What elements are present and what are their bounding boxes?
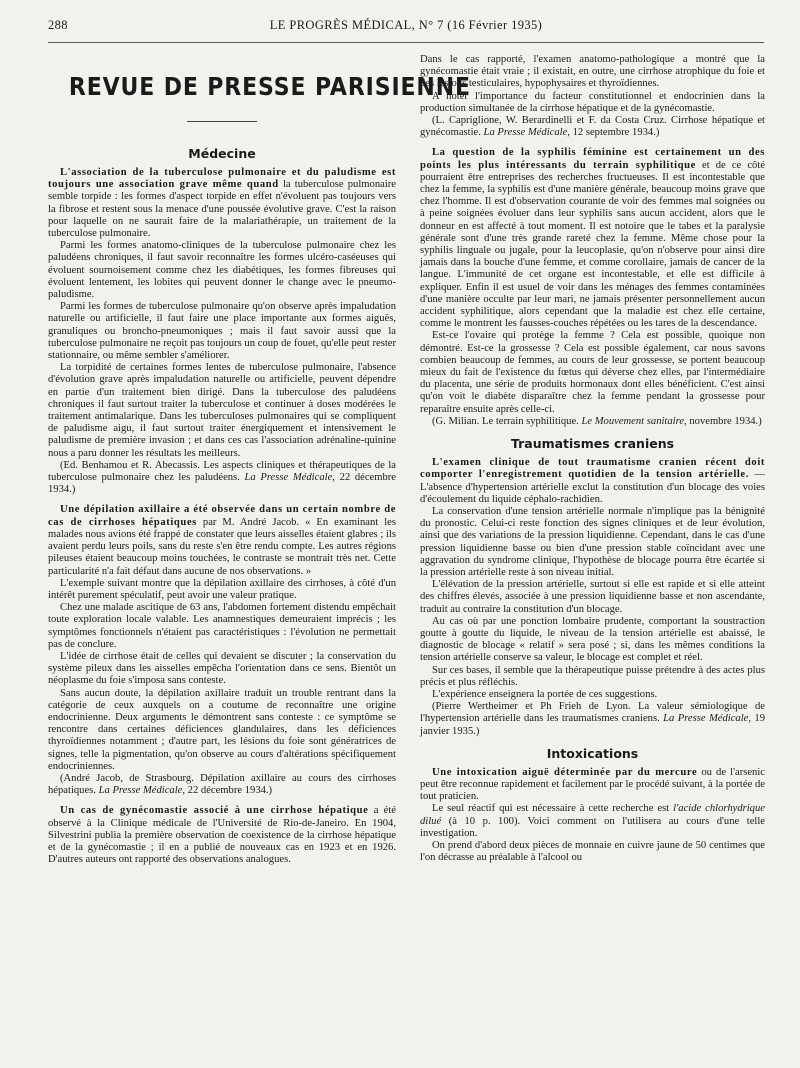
paragraph: Parmi les formes anatomo-cliniques de la tuberculose pulmonaire chez les paludéens chroniques, il faut savoir reconnaître les formes ulcéro-caséeuses qui évoluent sournoisement comme chez les diabétiques, les formes fibreuses qui évoluent lentement, les lobites qui peuvent donner le change avec le pneumo-paludisme.	[48, 240, 396, 301]
lead-text: L'association de la tuberculose pulmonaire et du paludisme est toujours une association grave même quand	[48, 167, 396, 191]
reagent-name: l'acide chlorhydrique dilué	[420, 803, 765, 827]
title-rule	[187, 121, 257, 122]
paragraph: Le seul réactif qui est nécessaire à cette recherche est l'acide chlorhydrique dilué (à 10 p. 100). Voici comment on l'utilisera au cours d'une telle investigation.	[420, 803, 765, 839]
running-header	[48, 16, 764, 43]
lead-text: Une intoxication aiguë déterminée par du mercure	[432, 766, 698, 778]
citation: (G. Milian. Le terrain syphilitique. Le Mouvement sanitaire, novembre 1934.)	[432, 415, 762, 427]
paragraph: L'idée de cirrhose était de celles qui devaient se discuter ; la conservation du système pileux dans les aisselles empêcha l'orientation dans ce sens. Bientôt un néoplasme du foie s'imposa sans conteste.	[48, 650, 396, 687]
article-depilation-axillaire: Une dépilation axillaire a été observée dans un certain nombre de cas de cirrhoses hépatiques par M. André Jacob. « En examinant les malades nous avions été frappé de constater que leurs aisselles étaient glabres ; ils avaient perdu leurs poils, sans du reste s'en être rendu compte. Les autres régions pileuses étaient beaucoup moins touchées, le contraste se montrait très net. Cette particularité n'a fait défaut dans aucune de nos observations. »	[48, 504, 396, 577]
left-column	[48, 54, 471, 866]
journal-name: La Presse Médicale,	[663, 713, 752, 725]
paragraph: Sur ces bases, il semble que la thérapeutique puisse prétendre à des actes plus précis et plus réfléchis.	[420, 664, 765, 688]
journal-name: Le Mouvement sanitaire,	[581, 415, 687, 427]
lead-text: Une dépilation axillaire a été observée dans un certain nombre de cas de cirrhoses hépatiques	[48, 504, 396, 528]
paragraph: Parmi les formes de tuberculose pulmonaire qu'on observe après impaludation naturelle ou artificielle, il faut faire une place importante aux formes aiguës, granuliques ou broncho-pneumoniques ; mais il faut savoir aussi que la tuberculose pulmonaire ne reçoit pas toujours un coup de fouet, qu'elle peut rester stationnaire, ou même sembler s'améliorer.	[48, 301, 396, 362]
article-tuberculose-paludisme: L'association de la tuberculose pulmonaire et du paludisme est toujours une association grave même quand la tuberculose pulmonaire semble torpide : les formes d'aspect torpide en effet n'évoluent pas toujours vers la fibrose et restent sous la menace d'une poussée évolutive grave. C'est la raison pour laquelle on ne saurait faire de la malariathérapie, un traitement de la tuberculose pulmonaire.	[48, 167, 396, 240]
page-number: 288	[48, 18, 68, 32]
lead-text: La question de la syphilis féminine est certainement un des points les plus intéressants du terrain syphilitique	[420, 147, 765, 171]
citation: (Pierre Wertheimer et Ph Frieh de Lyon. La valeur sémiologique de l'hypertension artérielle dans les traumatismes craniens. La Presse Médicale, 19 janvier 1935.)	[420, 701, 765, 737]
citation: (Ed. Benhamou et R. Abecassis. Les aspects cliniques et thérapeutiques de la tuberculose pulmonaire chez les paludéens. La Presse Médicale, 22 décembre 1934.)	[48, 459, 396, 496]
paragraph: La conservation d'une tension artérielle normale n'implique pas la bénignité du pronostic. Celui-ci reste fonction des signes cliniques et de leur évolution, ainsi que des variations de la pression liquidienne. Cependant, dans le cas d'une pression liquidienne basse ou bien d'une pression stable coïncidant avec une aggravation du syndrome clinique, l'hypothèse de blocage pourra être écartée si la pression artérielle reste à son niveau initial.	[420, 505, 765, 578]
article-syphilis-feminine: La question de la syphilis féminine est certainement un des points les plus intéressants du terrain syphilitique et de ce côté pourraient être entreprises des recherches fructueuses. Il est incontestable que chez la femme, la syphilis est d'une manière générale, beaucoup moins grave que chez l'homme. Il est d'observation courante de voir des femmes mal soignées ou à peine soignées évoluer dans leur syphilis sans aucun accident, alors que le donneur en est affecté à tout moment. Il est notoire que le tabes et la paralysie générale sont d'une très grande rareté chez la femme. Même chose pour la syphilis linguale ou jugale, pour la leucoplasie, qu'on n'observe pour ainsi dire jamais dans la bouche d'une femme, et comme corollaire, jamais de cancer de la langue. L'immunité de cet organe est incontestable, et elle est difficile à expliquer. Enfin il est usuel de voir dans les ménages des femmes contaminées d'une manière occulte par leur mari, ne jamais présenter personnellement aucun accident syphilitique, alors cependant que la maladie est chez elle certaine, comme le montrent les fausses-couches répétées ou les tares de la descendance.	[420, 147, 765, 330]
paragraph-continued: Dans le cas rapporté, l'examen anatomo-pathologique a montré que la gynécomastie était vraie ; il existait, en outre, une cirrhose atrophique du foie et des lésions testiculaires, hypophysaires et thyroïdiennes.	[420, 54, 765, 90]
article-gynecomastie: Un cas de gynécomastie associé à une cirrhose hépatique a été observé à la Clinique médicale de l'Université de Rio-de-Janeiro. En 1904, Silvestrini publia la première observation de coexistence de la cirrhose hépatique et de la gynécomastie ; il en a publié de nouveaux cas en 1923 et en 1926. D'autres auteurs ont rapporté des observations analogues.	[48, 805, 396, 866]
journal-name: La Presse Médicale,	[98, 785, 186, 797]
lead-text: Un cas de gynécomastie associé à une cirrhose hépatique	[60, 805, 369, 817]
right-column	[420, 54, 765, 864]
citation: (André Jacob, de Strasbourg. Dépilation axillaire au cours des cirrhoses hépatiques. La Presse Médicale, 22 décembre 1934.)	[48, 772, 396, 797]
paragraph: L'élévation de la pression artérielle, surtout si elle est rapide et si elle atteint des chiffres élevés, associée à une pression liquidienne basse et non ascendante, traduit au contraire la constitution d'un blocage.	[420, 579, 765, 615]
journal-name: La Presse Médicale,	[244, 472, 335, 484]
paragraph: Au cas où par une ponction lombaire prudente, comportant la soustraction goutte à goutte du liquide, le niveau de la tension artérielle est abaissé, le diagnostic de blocage « relatif » sera posé ; si, dans les mêmes conditions la tension artérielle conserve sa valeur, le blocage est complet et réel.	[420, 615, 765, 664]
paragraph: Chez une malade ascitique de 63 ans, l'abdomen fortement distendu empêchait toute exploration locale valable. Les anamnestiques demeuraient imprécis ; les symptômes fonctionnels n'étaient pas caractéristiques : l'évolution ne permettait pas de conclure.	[48, 602, 396, 650]
lead-text: L'examen clinique de tout traumatisme cranien récent doit comporter l'enregistrement quotidien de la tension artérielle.	[420, 457, 765, 481]
citation: (L. Capriglione, W. Berardinelli et F. da Costa Cruz. Cirrhose hépatique et gynécomastie. La Presse Médicale, 12 septembre 1934.)	[420, 115, 765, 139]
article-intoxication-mercure: Une intoxication aiguë déterminée par du mercure ou de l'arsenic peut être reconnue rapidement et facilement par le procédé suivant, à la portée de tout praticien.	[420, 766, 765, 803]
paragraph: Sans aucun doute, la dépilation axillaire traduit un trouble rentrant dans la catégorie de ceux auxquels on a coutume de reconnaître une origine endocrinienne. Deux arguments le démontrent sans conteste : ce symptôme se rencontre dans certaines déficiences glandulaires, dans les déficiences thyroïdiennes notamment ; d'autre part, les lésions du foie sont génératrices de signes, telle la pigmentation, qu'on observe au cours d'altérations spécifiquement endocriniennes.	[48, 687, 396, 772]
section-title-traumatismes: Traumatismes craniens	[510, 436, 675, 452]
paragraph: On prend d'abord deux pièces de monnaie en cuivre jaune de 50 centimes que l'on décrasse au préalable à l'alcool ou	[420, 839, 765, 864]
paragraph: Est-ce l'ovaire qui protège la femme ? Cela est possible, quoique non démontré. Est-ce la grossesse ? Cela est possible également, car nous savons combien beaucoup de femmes, au cours de leur grossesse, se portent beaucoup mieux du fait de l'existence du fœtus qui déverse chez elles, par l'intermédiaire du placenta, une série de produits hormonaux dont elles bénéficient. C'est ainsi qu'on voit le diabète disparaître chez la femme pendant la grossesse pour reparaître ensuite après celle-ci.	[420, 330, 765, 415]
paragraph: A noter l'importance du facteur constitutionnel et endocrinien dans la production simultanée de la cirrhose hépatique et de la gynécomastie.	[420, 90, 765, 114]
paragraph: L'exemple suivant montre que la dépilation axillaire des cirrhoses, à côté d'un intérêt purement spéculatif, peut avoir une valeur pratique.	[48, 577, 396, 601]
journal-name: La Presse Médicale,	[483, 127, 570, 139]
section-title-intoxications: Intoxications	[546, 745, 639, 761]
running-title: LE PROGRÈS MÉDICAL, N° 7 (16 Février 1935)	[269, 18, 543, 32]
paragraph: La torpidité de certaines formes lentes de tuberculose pulmonaire, l'absence d'évolution grave après impaludation naturelle ou artificielle, peuvent dépendre en partie d'un traitement bien dirigé. Dans la tuberculose des paludéens chroniques il faut surtout traiter la tuberculose et continuer à doses modérées le traitement antimalarique. Dans les tuberculoses pulmonaires qui se compliquent de paludisme aigu, il faut surtout traiter énergiquement et intensivement le paludisme de première invasion ; et dans ces cas l'association adrénaline-quinine nous a paru donner les résultats les meilleurs.	[48, 362, 396, 459]
article-tension-arterielle: L'examen clinique de tout traumatisme cranien récent doit comporter l'enregistrement quotidien de la tension artérielle. — L'absence d'hypertension artérielle exclut la constitution d'un blocage des voies d'écoulement du liquide céphalo-rachidien.	[420, 457, 765, 505]
section-title-medecine: Médecine	[188, 146, 256, 161]
masthead-title: REVUE DE PRESSE PARISIENNE	[68, 72, 471, 101]
paragraph: L'expérience enseignera la portée de ces suggestions.	[432, 688, 658, 700]
